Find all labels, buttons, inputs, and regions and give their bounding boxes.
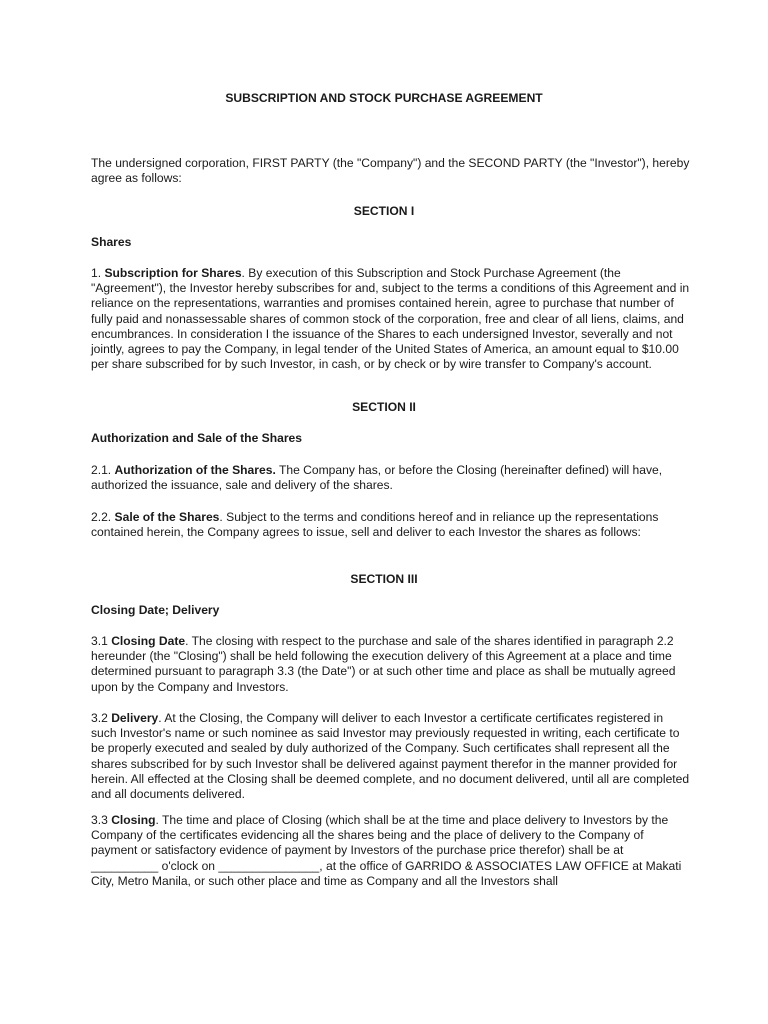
paragraph-text: . The time and place of Closing (which shall be at the time and place delivery to Investors by the Company of the certificates evidencing all the shares being and the place of delivery to the Company of payment or satisfactory evidence of payment by Investors of the purchase price therefor) shall be at __________ o'clock on _______________, at the office of GARRIDO & ASSOCIATES LAW OFFICE at Makati City, Metro Manila, or such other place and time as Company and all the Investors shall (91, 813, 682, 888)
paragraph-2-1 (91, 463, 691, 493)
paragraph-number: 1. (91, 266, 105, 280)
paragraph-2-2 (91, 510, 691, 540)
paragraph-bold-lead: Delivery (111, 711, 159, 725)
section-3-heading: SECTION III (350, 572, 418, 586)
section-3-subheading: Closing Date; Delivery (91, 603, 220, 617)
section-2-heading: SECTION II (352, 400, 416, 414)
paragraph-number: 2.1. (91, 463, 115, 477)
paragraph-number: 3.3 (91, 813, 112, 827)
paragraph-text: . Subject to the terms and conditions hereof and in reliance up the representations contained herein, the Company agrees to issue, sell and deliver to each Investor the shares as follows: (91, 510, 659, 540)
paragraph-3-2 (91, 711, 691, 802)
paragraph-1 (91, 266, 691, 372)
paragraph-number: 3.2 (91, 711, 112, 725)
paragraph-bold-lead: Subscription for Shares (104, 266, 242, 280)
section-1-subheading: Shares (91, 235, 132, 249)
paragraph-text: . The closing with respect to the purchase and sale of the shares identified in paragraph 2.2 hereunder (the "Closing") shall be held following the execution delivery of this Agreement at a place and time determined pursuant to paragraph 3.3 (the Date") or at such other time and place as shall be mutually agreed upon by the Company and Investors. (91, 634, 676, 694)
intro-paragraph: The undersigned corporation, FIRST PARTY (the "Company") and the SECOND PARTY (the "Investor"), hereby agree as follows: (91, 156, 690, 186)
paragraph-text: The Company has, or before the Closing (hereinafter defined) will have, authorized the issuance, sale and delivery of the shares. (91, 463, 663, 493)
paragraph-number: 2.2. (91, 510, 115, 524)
document-title: SUBSCRIPTION AND STOCK PURCHASE AGREEMENT (225, 91, 543, 105)
paragraph-bold-lead: Closing (111, 813, 156, 827)
section-1-heading: SECTION I (353, 204, 415, 218)
paragraph-bold-lead: Closing Date (111, 634, 186, 648)
paragraph-bold-lead: Authorization of the Shares. (114, 463, 276, 477)
paragraph-3-3 (91, 813, 691, 889)
paragraph-3-1 (91, 634, 691, 695)
paragraph-text: . By execution of this Subscription and Stock Purchase Agreement (the "Agreement"), the Investor hereby subscribes for and, subject to the terms a conditions of this Agreement and in reliance on the representations, warranties and promises contained herein, agree to purchase that number of fully paid and nonassessable shares of common stock of the corporation, free and clear of all liens, claims, and encumbrances. In consideration I the issuance of the Shares to each undersigned Investor, severally and not jointly, agrees to pay the Company, in legal tender of the United States of America, an amount equal to $10.00 per share subscribed for by such Investor, in cash, or by check or by wire transfer to Company's account. (91, 266, 690, 372)
section-2-subheading: Authorization and Sale of the Shares (91, 431, 302, 445)
paragraph-number: 3.1 (91, 634, 112, 648)
paragraph-bold-lead: Sale of the Shares (114, 510, 220, 524)
paragraph-text: . At the Closing, the Company will deliver to each Investor a certificate certificates registered in such Investor's name or such nominee as said Investor may previously requested in writing, each certificate to be properly executed and sealed by duly authorized of the Company. Such certificates shall represent all the shares subscribed for by such Investor shall be delivered against payment therefor in the manner provided for herein. All effected at the Closing shall be deemed complete, and no document delivered, until all are completed and all documents delivered. (91, 711, 690, 802)
